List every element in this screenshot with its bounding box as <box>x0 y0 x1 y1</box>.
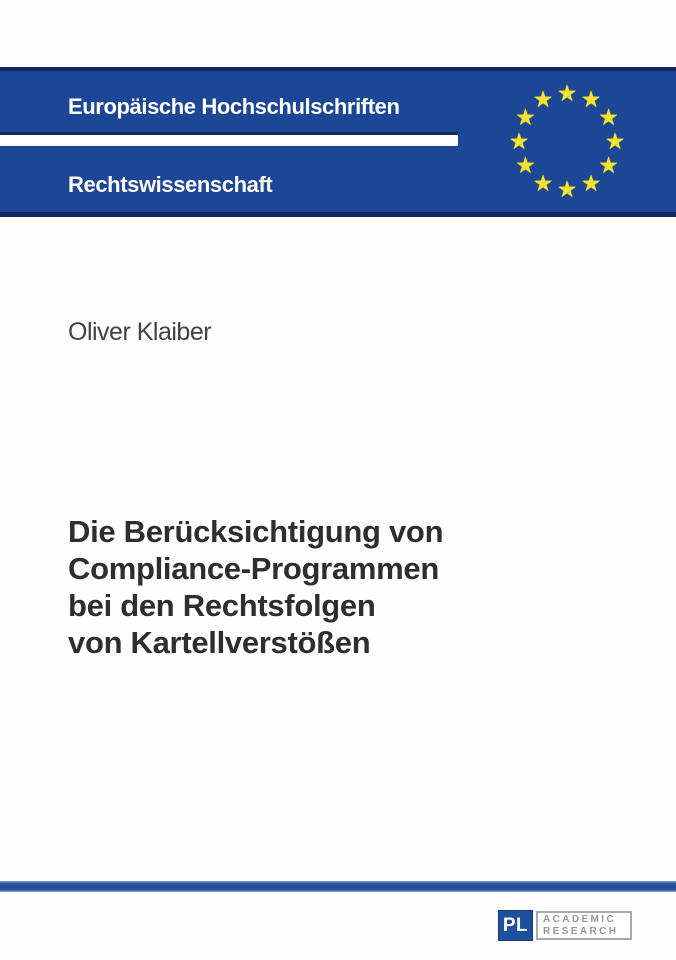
banner-divider-line <box>0 132 458 146</box>
eu-star-icon: ★ <box>508 128 530 155</box>
eu-star-icon: ★ <box>604 128 626 155</box>
title-line: bei den Rechtsfolgen <box>68 588 376 623</box>
book-title <box>68 513 443 661</box>
publisher-monogram: PL <box>502 914 529 936</box>
publisher-imprint-box <box>536 911 632 940</box>
title-line: von Kartellverstößen <box>68 625 371 660</box>
imprint-line: RESEARCH <box>543 925 619 937</box>
publisher-monogram-badge <box>498 910 533 941</box>
eu-star-icon: ★ <box>580 169 602 196</box>
series-title: Europäische Hochschulschriften <box>68 94 400 119</box>
eu-star-icon: ★ <box>556 176 578 203</box>
imprint-line: ACADEMIC <box>543 913 617 925</box>
title-line: Die Berücksichtigung von <box>68 514 444 549</box>
eu-star-icon: ★ <box>532 169 554 196</box>
eu-star-icon: ★ <box>515 152 536 179</box>
eu-star-icon: ★ <box>598 152 619 179</box>
eu-star-icon: ★ <box>580 86 602 113</box>
eu-star-icon: ★ <box>556 80 578 107</box>
author-name: Oliver Klaiber <box>68 318 212 346</box>
eu-star-icon: ★ <box>515 104 536 131</box>
title-line: Compliance-Programmen <box>68 551 439 586</box>
series-banner <box>0 67 676 217</box>
eu-star-icon: ★ <box>532 86 554 113</box>
footer-rule <box>0 881 676 892</box>
series-subtitle: Rechtswissenschaft <box>68 172 273 197</box>
eu-star-icon: ★ <box>598 104 619 131</box>
